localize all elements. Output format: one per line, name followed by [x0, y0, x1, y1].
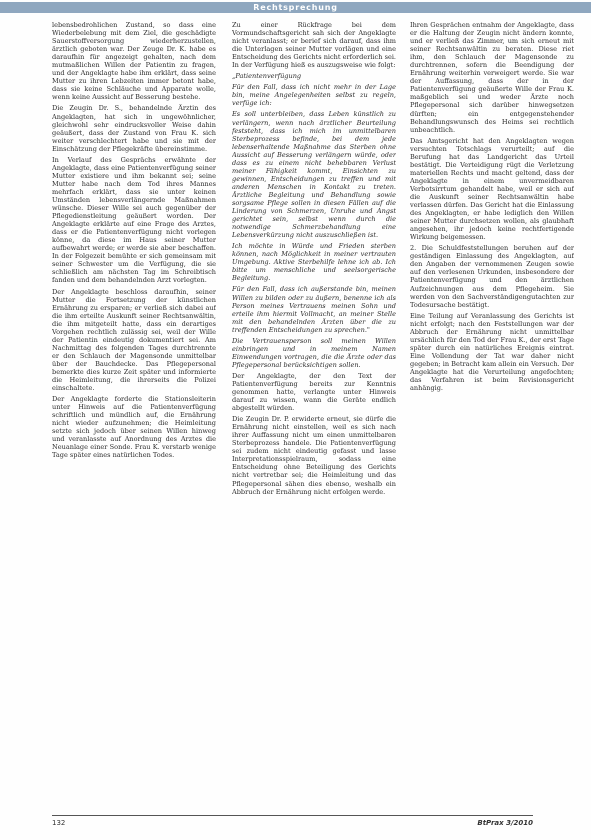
paragraph: Das Amtsgericht hat den Angeklagten wegen versuchten Totschlags verurteilt; auf die Berufung hat das Landgericht das Urteil bestätigt. Die Verteidigung rügt die Verletzung materiellen Rechts und macht geltend, dass der Angeklagte in einem unvermeidbaren Verbotsirrtum gehandelt habe, weil er sich auf die Auskunft seiner Rechtsanwältin habe verlassen dürfen. Das Gericht hat die Einlassung des Angeklagten, er habe lediglich den Willen seiner Mutter durchsetzen wollen, als glaubhaft angesehen, ihr jedoch keine rechtfertigende Wirkung beigemessen. [410, 136, 574, 242]
paragraph: Der Angeklagte, der den Text der Patientenverfügung bereits zur Kenntnis genommen hatte, verlangte unter Hinweis darauf zu wissen, wann die Geräte endlich abgestellt würden. [232, 371, 396, 413]
quote-paragraph: Ich möchte in Würde und Frieden sterben können, nach Möglichkeit in meiner vertrauten Umgebung. Aktive Sterbehilfe lehne ich ab. Ich bitte um menschliche und seelsorgerische Begleitung. [232, 242, 396, 283]
quote-heading: „Patientenverfügung [232, 72, 302, 81]
paragraph: Der Angeklagte forderte die Stationsleiterin unter Hinweis auf die Patientenverfügung schriftlich und mündlich auf, die Ernährung nicht wieder aufzunehmen; die Heimleitung setzte sich jedoch über seinen Willen hinweg und veranlasste auf Anordnung des Arztes die Neuanlage einer Sonde. Frau K. verstarb wenige Tage später eines natürlichen Todes. [52, 395, 216, 460]
paragraph: Der Angeklagte beschloss daraufhin, seiner Mutter die Fortsetzung der künstlichen Ernährung zu ersparen; er verließ sich dabei auf die ihm erteilte Auskunft seiner Rechtsanwältin, die ihm mitgeteilt hatte, dass ein derartiges Vorgehen rechtlich zulässig sei, weil der Wille der Patientin eindeutig dokumentiert sei. Am Nachmittag des folgenden Tages durchtrennte er den Schlauch der Magensonde unmittelbar über der Bauchdecke. Das Pflegepersonal bemerkte dies kurze Zeit später und informierte die Heimleitung, die ihrerseits die Polizei einschaltete. [52, 287, 216, 393]
page-number: 132 [52, 819, 66, 827]
text-column-3 [410, 21, 574, 797]
quote-paragraph: Für den Fall, dass ich nicht mehr in der Lage bin, meine Angelegenheiten selbst zu regeln, verfüge ich: [232, 83, 396, 108]
paragraph: lebensbedrohlichen Zustand, so dass eine Wiederbelebung mit dem Ziel, die geschädigte Sauerstoffversorgung wiederherzustellen, ärztlich geboten war. Der Zeuge Dr. K. habe es daraufhin für angezeigt gehalten, nach dem mutmaßlichen Willen der Patientin zu fragen, und der Angeklagte habe ihm erklärt, dass seine Mutter zu ihren Lebzeiten immer betont habe, dass sie keine Schläuche und Apparate wolle, wenn keine Aussicht auf Besserung bestehe. [52, 21, 216, 102]
paragraph: Zu einer Rückfrage bei dem Vormundschaftsgericht sah sich der Angeklagte nicht veranlasst; er berief sich darauf, dass ihm die Unterlagen seiner Mutter vorlägen und eine Entscheidung des Gerichts nicht erforderlich sei. In der Verfügung hieß es auszugsweise wie folgt: [232, 21, 396, 70]
quote-paragraph: Die Vertrauensperson soll meinen Willen einbringen und in meinem Namen Einwendungen vortragen, die die Ärzte oder das Pflegepersonal berücksichtigen sollen. [232, 336, 396, 369]
paragraph: 2. Die Schuldfeststellungen beruhen auf der geständigen Einlassung des Angeklagten, auf den Angaben der vernommenen Zeugen sowie auf den verlesenen Urkunden, insbesondere der Patientenverfügung und den ärztlichen Aufzeichnungen aus dem Pflegeheim. Sie werden von den Sachverständigengutachten zur Todesursache bestätigt. [410, 244, 574, 309]
paragraph: Ihren Gesprächen entnahm der Angeklagte, dass er die Haltung der Zeugin nicht ändern konnte, und er verließ das Zimmer, um sich erneut mit seiner Rechtsanwältin zu beraten. Diese riet ihm, den Schlauch der Magensonde zu durchtrennen, sofern die Beendigung der Ernährung weiterhin verweigert werde. Sie war der Auffassung, dass der in der Patientenverfügung geäußerte Wille der Frau K. maßgeblich sei und weder Ärzte noch Pflegepersonal sich darüber hinwegsetzen dürften; ein entgegenstehender Behandlungswunsch des Heims sei rechtlich unbeachtlich. [410, 21, 574, 134]
text-column-2 [232, 21, 396, 797]
paragraph: Die Zeugin Dr. P. erwiderte erneut, sie dürfe die Ernährung nicht einstellen, weil es sich nach ihrer Auffassung nicht um einen unmittelbaren Sterbeprozess handele. Die Patientenverfügung sei zudem nicht eindeutig gefasst und lasse Interpretationsspielraum, sodass eine Entscheidung ohne Beteiligung des Gerichts nicht vertretbar sei; die Heimleitung und das Pflegepersonal sähen dies ebenso, weshalb ein Abbruch der Ernährung nicht erfolgen werde. [232, 415, 396, 496]
paragraph: Eine Teilung auf Veranlassung des Gerichts ist nicht erfolgt; nach den Feststellungen war der Abbruch der Ernährung nicht unmittelbar ursächlich für den Tod der Frau K., der erst Tage später durch ein natürliches Ereignis eintrat. Eine Vollendung der Tat war daher nicht gegeben; in Betracht kam allein ein Versuch. Der Angeklagte hat die Verurteilung angefochten; das Verfahren ist beim Revisionsgericht anhängig. [410, 311, 574, 393]
text-column-1 [52, 21, 216, 797]
journal-source: BtPrax 3/2010 [477, 819, 533, 827]
paragraph: Die Zeugin Dr. S., behandelnde Ärztin des Angeklagten, hat sich in ungewöhnlicher, gleichwohl sehr eindrucksvoller Weise dahin geäußert, dass der Zustand von Frau K. sich weiter verschlechtert habe und sie mit der Einschätzung der Pflegekräfte übereinstimme. [52, 104, 216, 153]
page-footer [52, 815, 533, 830]
section-header: Rechtsprechung [0, 2, 591, 13]
paragraph: In Verlauf des Gesprächs erwähnte der Angeklagte, dass eine Patientenverfügung seiner Mutter existiere und ihm bekannt sei; seine Mutter habe nach dem Tod ihres Mannes mehrfach erklärt, dass sie unter keinen Umständen lebensverlängernde Maßnahmen wünsche. Dieser Wille sei auch gegenüber der Pflegedienstleitung geäußert worden. Der Angeklagte erklärte auf eine Frage des Arztes, dass er die Patientenverfügung nicht vorlegen könne, da diese im Haus seiner Mutter aufbewahrt werde; er werde sie aber beschaffen. In der Folgezeit bemühte er sich gemeinsam mit seiner Schwester um die Verfügung, die sie schließlich am nächsten Tag im Schreibtisch fanden und dem behandelnden Arzt vorlegten. [52, 155, 216, 285]
quote-paragraph: Es soll unterbleiben, dass Leben künstlich zu verlängern, wenn nach ärztlicher Beurteilung feststeht, dass ich mich im unmittelbaren Sterbeprozess befinde, bei dem jede lebenserhaltende Maßnahme das Sterben ohne Aussicht auf Besserung verlängern würde, oder dass es zu einem nicht behebbaren Verlust meiner Fähigkeit kommt, Einsichten zu gewinnen, Entscheidungen zu treffen und mit anderen Menschen in Kontakt zu treten. Ärztliche Begleitung und Behandlung sowie sorgsame Pflege sollen in diesen Fällen auf die Linderung von Schmerzen, Unruhe und Angst gerichtet sein, selbst wenn durch die notwendige Schmerzbehandlung eine Lebensverkürzung nicht auszuschließen ist. [232, 110, 396, 240]
quote-paragraph: Für den Fall, dass ich außerstande bin, meinen Willen zu bilden oder zu äußern, benenne ich als Person meines Vertrauens meinen Sohn und erteile ihm hiermit Vollmacht, an meiner Stelle mit den behandelnden Ärzten über die zu treffenden Entscheidungen zu sprechen." [232, 285, 396, 334]
